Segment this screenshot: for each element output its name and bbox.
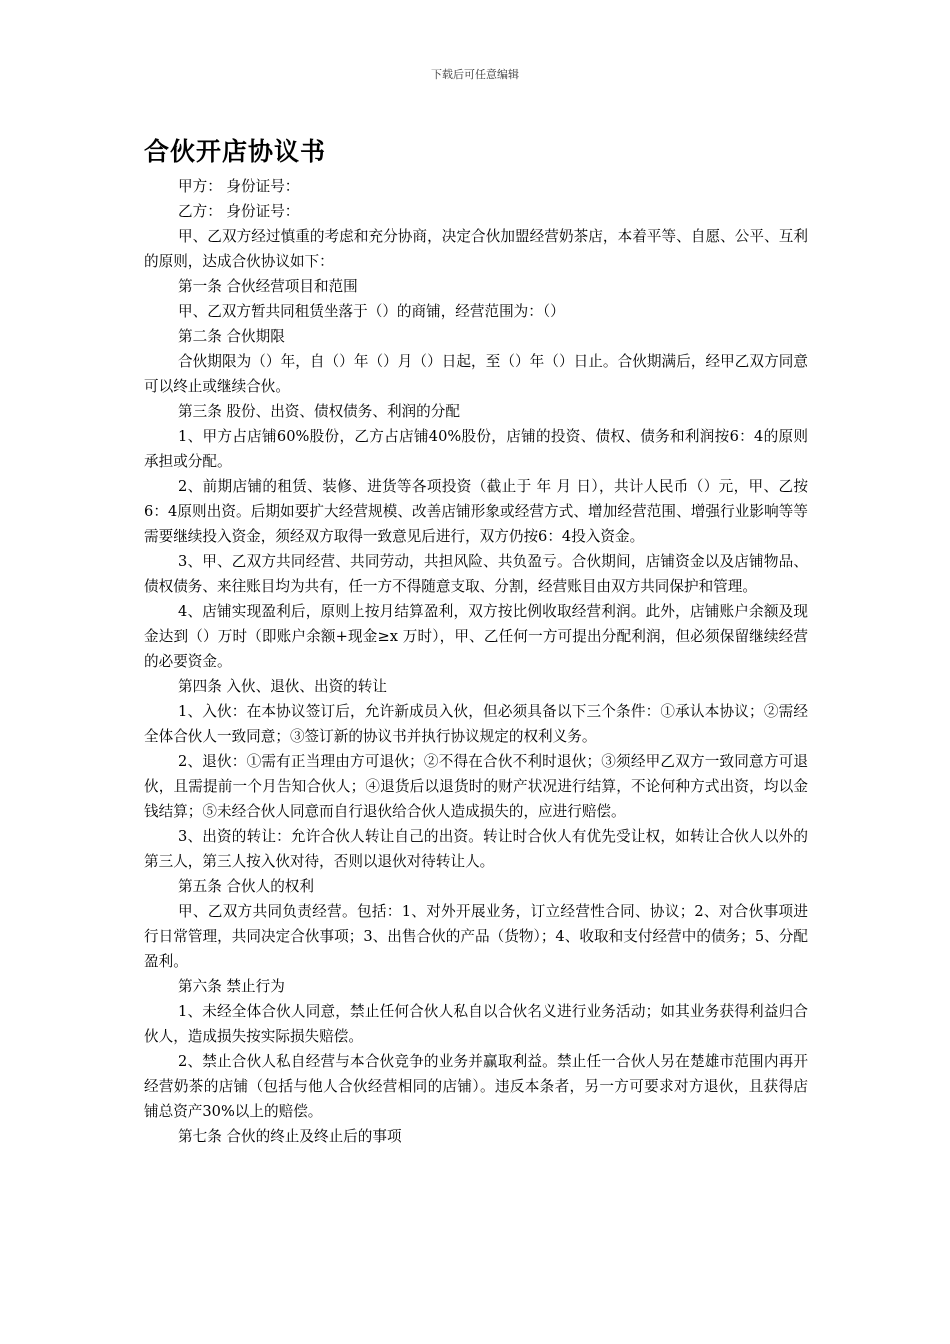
article-paragraph: 3、甲、乙双方共同经营、共同劳动，共担风险、共负盈亏。合伙期间，店铺资金以及店铺物品、债权债务、来往账目均为共有，任一方不得随意支取、分割，经营账目由双方共同保护和管理。 — [144, 553, 808, 595]
article-paragraph: 2、禁止合伙人私自经营与本合伙竞争的业务并赢取利益。禁止任一合伙人另在楚雄市范围内再开经营奶茶的店铺（包括与他人合伙经营相同的店铺）。违反本条者，另一方可要求对方退伙，且获得店铺总资产30%以上的赔偿。 — [144, 1053, 808, 1120]
document-title: 合伙开店协议书 — [144, 137, 327, 166]
intro-paragraph: 甲、乙双方经过慎重的考虑和充分协商，决定合伙加盟经营奶茶店，本着平等、自愿、公平、互利的原则，达成合伙协议如下： — [144, 228, 808, 270]
article-heading-3: 第三条 股份、出资、债权债务、利润的分配 — [178, 403, 460, 420]
article-paragraph: 2、退伙：①需有正当理由方可退伙；②不得在合伙不利时退伙；③须经甲乙双方一致同意方可退伙，且需提前一个月告知合伙人；④退货后以退货时的财产状况进行结算，不论何种方式出资，均以金钱结算；⑤未经合伙人同意而自行退伙给合伙人造成损失的，应进行赔偿。 — [144, 753, 808, 820]
article-heading-5: 第五条 合伙人的权利 — [178, 878, 314, 895]
party-b-line: 乙方： 身份证号： — [178, 203, 300, 220]
article-paragraph: 3、出资的转让：允许合伙人转让自己的出资。转让时合伙人有优先受让权，如转让合伙人以外的第三人，第三人按入伙对待，否则以退伙对待转让人。 — [144, 828, 808, 870]
article-paragraph: 1、未经全体合伙人同意，禁止任何合伙人私自以合伙名义进行业务活动；如其业务获得利益归合伙人，造成损失按实际损失赔偿。 — [144, 1003, 808, 1045]
article-paragraph: 4、店铺实现盈利后，原则上按月结算盈利，双方按比例收取经营利润。此外，店铺账户余额及现金达到（）万时（即账户余额+现金≥x 万时），甲、乙任何一方可提出分配利润，但必须保留继续经营的必要资金。 — [144, 603, 808, 670]
article-paragraph: 甲、乙双方暂共同租赁坐落于（）的商铺，经营范围为：（） — [178, 303, 565, 320]
article-paragraph: 合伙期限为（）年，自（）年（）月（）日起，至（）年（）日止。合伙期满后，经甲乙双方同意可以终止或继续合伙。 — [144, 353, 808, 395]
article-heading-6: 第六条 禁止行为 — [178, 978, 285, 995]
article-paragraph: 1、甲方占店铺60%股份，乙方占店铺40%股份，店铺的投资、债权、债务和利润按6：4的原则承担或分配。 — [144, 428, 808, 470]
article-heading-4: 第四条 入伙、退伙、出资的转让 — [178, 678, 387, 695]
article-paragraph: 甲、乙双方共同负责经营。包括：1、对外开展业务，订立经营性合同、协议；2、对合伙事项进行日常管理，共同决定合伙事项；3、出售合伙的产品（货物）；4、收取和支付经营中的债务；5、分配盈利。 — [144, 903, 808, 970]
article-heading-1: 第一条 合伙经营项目和范围 — [178, 278, 358, 295]
article-heading-2: 第二条 合伙期限 — [178, 328, 285, 345]
party-a-line: 甲方： 身份证号： — [178, 178, 300, 195]
article-paragraph: 2、前期店铺的租赁、装修、进货等各项投资（截止于 年 月 日），共计人民币（）元，甲、乙按6：4原则出资。后期如要扩大经营规模、改善店铺形象或经营方式、增加经营范围、增强行业影响等等需要继续投入资金，须经双方取得一致意见后进行，双方仍按6：4投入资金。 — [144, 478, 808, 545]
header-note: 下载后可任意编辑 — [431, 68, 519, 81]
article-heading-7: 第七条 合伙的终止及终止后的事项 — [178, 1128, 402, 1145]
document-body — [144, 174, 808, 1149]
article-paragraph: 1、入伙：在本协议签订后，允许新成员入伙，但必须具备以下三个条件：①承认本协议；②需经全体合伙人一致同意；③签订新的协议书并执行协议规定的权利义务。 — [144, 703, 808, 745]
